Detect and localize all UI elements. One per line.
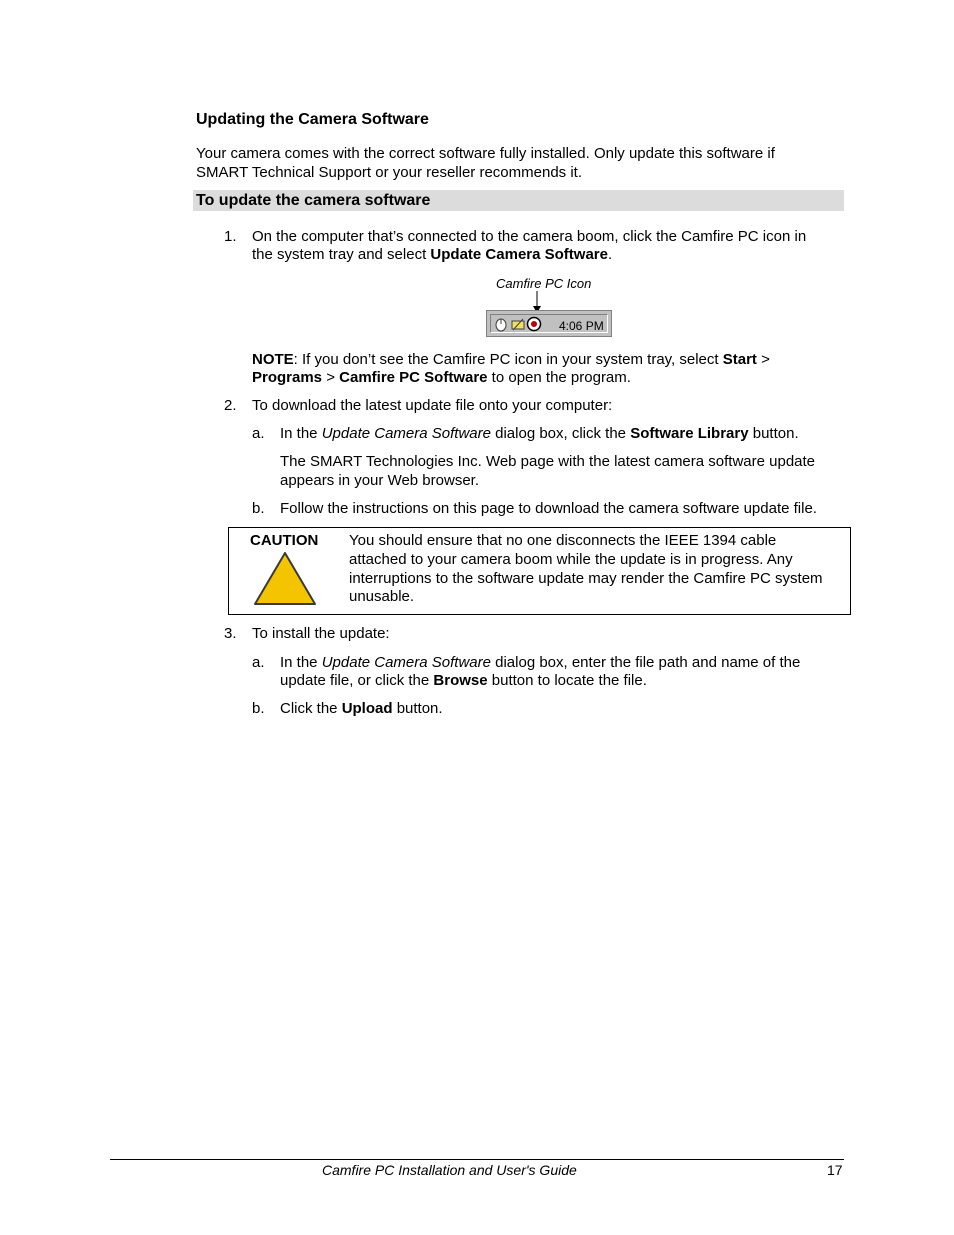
caution-label: CAUTION (250, 532, 319, 549)
step2a-detail-2: appears in your Web browser. (280, 472, 479, 489)
note-start: Start (722, 351, 757, 368)
caution-line-3: interruptions to the software update may render the Camfire PC system (349, 570, 823, 587)
system-tray (486, 310, 612, 337)
step1-line-1: On the computer that’s connected to the camera boom, click the Camfire PC icon in (252, 228, 807, 245)
step3a-line-2: update file, or click the Browse button to locate the file. (280, 672, 647, 689)
note-software: Camfire PC Software (339, 369, 488, 386)
step3-number: 3. (224, 625, 237, 642)
figure-caption: Camfire PC Icon (496, 276, 592, 291)
section-title: Updating the Camera Software (196, 111, 429, 128)
note-programs: Programs (252, 369, 323, 386)
page-number: 17 (827, 1162, 843, 1178)
step2a-text: In the Update Camera Software dialog box, click the Software Library button. (280, 425, 799, 442)
step2a-detail-1: The SMART Technologies Inc. Web page with the latest camera software update (280, 453, 816, 470)
caution-line-2: attached to your camera boom while the update is in progress. Any (349, 551, 793, 568)
system-tray-inset (490, 314, 608, 333)
footer-title: Camfire PC Installation and User's Guide (322, 1162, 577, 1178)
step2-text: To download the latest update file onto your computer: (252, 397, 613, 414)
step3b-label: b. (252, 700, 265, 717)
tray-clock: 4:06 PM (559, 319, 604, 333)
footer-rule (110, 1159, 844, 1160)
warning-triangle-icon (252, 550, 318, 607)
upload-label: Upload (341, 700, 393, 717)
step2-number: 2. (224, 397, 237, 414)
note-label: NOTE (252, 351, 294, 368)
procedure-title: To update the camera software (196, 192, 431, 209)
caution-line-1: You should ensure that no one disconnects the IEEE 1394 cable (349, 532, 777, 549)
browse-label: Browse (433, 672, 488, 689)
step3a-label: a. (252, 654, 265, 671)
step1-line-2: the system tray and select Update Camera Software. (252, 246, 613, 263)
note-line-2: Programs > Camfire PC Software to open the program. (252, 369, 631, 386)
camfire-pc-icon[interactable] (526, 316, 542, 332)
step2a-label: a. (252, 425, 265, 442)
step2b-label: b. (252, 500, 265, 517)
intro-line-2: SMART Technical Support or your reseller recommends it. (196, 164, 582, 181)
step3b-text: Click the Upload button. (280, 700, 443, 717)
software-library-label: Software Library (630, 425, 749, 442)
note-line-1: NOTE: If you don’t see the Camfire PC icon in your system tray, select Start > (252, 351, 770, 368)
step3a-line-1: In the Update Camera Software dialog box, enter the file path and name of the (280, 654, 801, 671)
procedure-title-bar (193, 190, 844, 211)
step3-text: To install the update: (252, 625, 390, 642)
mouse-icon (493, 316, 509, 332)
intro-line-1: Your camera comes with the correct software fully installed. Only update this software if (196, 145, 775, 162)
step2b-text: Follow the instructions on this page to download the camera software update file. (280, 500, 817, 517)
pencil-icon (510, 316, 526, 332)
step1-number: 1. (224, 228, 237, 245)
update-camera-software-label: Update Camera Software (430, 246, 608, 263)
caution-line-4: unusable. (349, 588, 415, 605)
